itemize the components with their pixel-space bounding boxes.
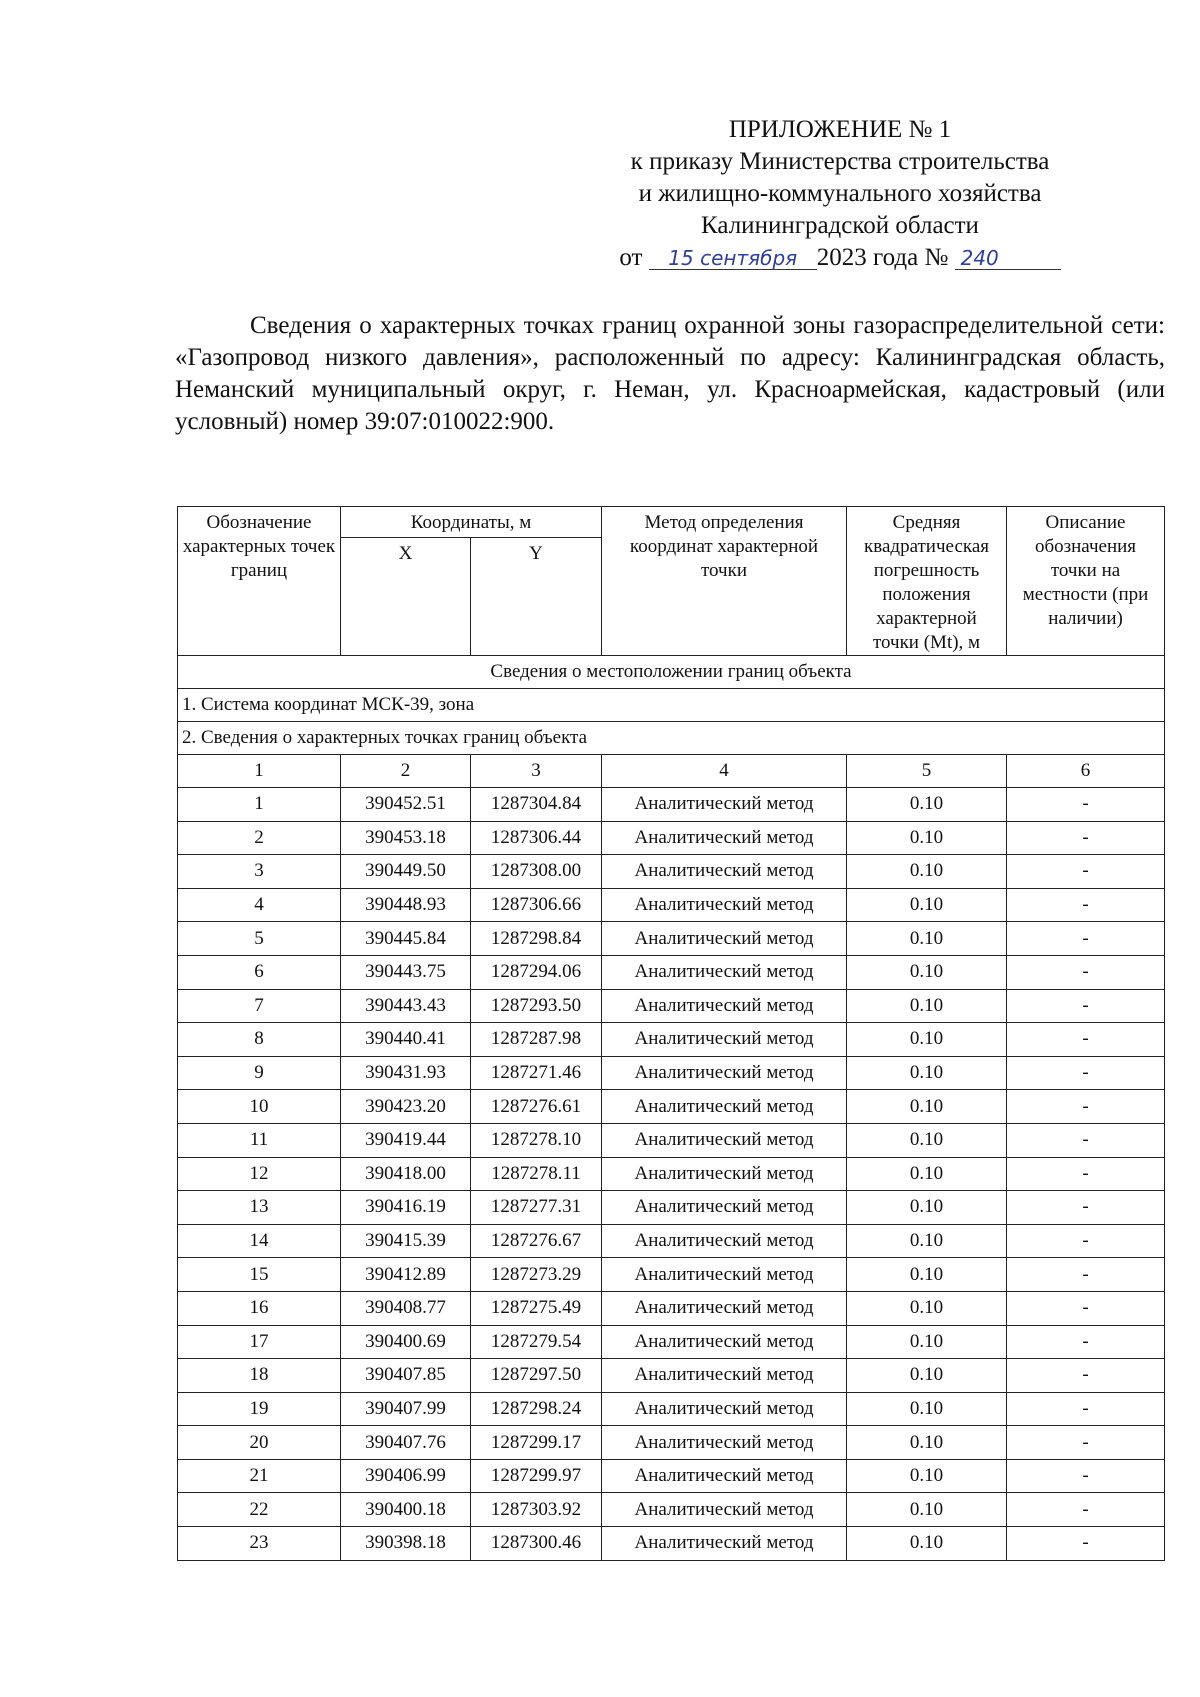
point-id-cell: 17 [178, 1325, 341, 1359]
description-cell: - [1007, 788, 1165, 822]
method-cell: Аналитический метод [602, 989, 847, 1023]
point-id-cell: 8 [178, 1023, 341, 1057]
method-cell: Аналитический метод [602, 1191, 847, 1225]
description-cell: - [1007, 1191, 1165, 1225]
x-coordinate-cell: 390440.41 [341, 1023, 471, 1057]
description-cell: - [1007, 1090, 1165, 1124]
description-cell: - [1007, 1459, 1165, 1493]
column-number: 2 [341, 755, 471, 788]
header-description: Описание обозначения точки на местности (при наличии) [1007, 507, 1165, 656]
method-cell: Аналитический метод [602, 1023, 847, 1057]
y-coordinate-cell: 1287304.84 [471, 788, 602, 822]
table-row [178, 1056, 1165, 1090]
x-coordinate-cell: 390423.20 [341, 1090, 471, 1124]
error-cell: 0.10 [847, 1459, 1007, 1493]
x-coordinate-cell: 390452.51 [341, 788, 471, 822]
method-cell: Аналитический метод [602, 1090, 847, 1124]
x-coordinate-cell: 390415.39 [341, 1224, 471, 1258]
y-coordinate-cell: 1287300.46 [471, 1527, 602, 1561]
table-row [178, 1224, 1165, 1258]
method-cell: Аналитический метод [602, 1157, 847, 1191]
x-coordinate-cell: 390419.44 [341, 1123, 471, 1157]
column-number: 1 [178, 755, 341, 788]
point-id-cell: 23 [178, 1527, 341, 1561]
x-coordinate-cell: 390400.69 [341, 1325, 471, 1359]
point-id-cell: 9 [178, 1056, 341, 1090]
method-cell: Аналитический метод [602, 955, 847, 989]
appendix-title: ПРИЛОЖЕНИЕ № 1 [728, 116, 952, 143]
table-row [178, 1191, 1165, 1225]
y-coordinate-cell: 1287298.24 [471, 1392, 602, 1426]
description-cell: - [1007, 922, 1165, 956]
table-row [178, 1527, 1165, 1561]
table-row [178, 922, 1165, 956]
coordinate-system-row: 1. Система координат МСК-39, зона [178, 689, 1165, 722]
document-header [570, 114, 1110, 274]
point-id-cell: 6 [178, 955, 341, 989]
point-id-cell: 13 [178, 1191, 341, 1225]
y-coordinate-cell: 1287294.06 [471, 955, 602, 989]
method-cell: Аналитический метод [602, 1291, 847, 1325]
description-cell: - [1007, 1493, 1165, 1527]
point-id-cell: 2 [178, 821, 341, 855]
boundary-points-table [177, 506, 1165, 1561]
error-cell: 0.10 [847, 855, 1007, 889]
error-cell: 0.10 [847, 1291, 1007, 1325]
points-rows [178, 788, 1165, 1561]
point-id-cell: 22 [178, 1493, 341, 1527]
description-cell: - [1007, 1291, 1165, 1325]
error-cell: 0.10 [847, 1359, 1007, 1393]
description-cell: - [1007, 1325, 1165, 1359]
x-coordinate-cell: 390406.99 [341, 1459, 471, 1493]
table-row [178, 1123, 1165, 1157]
table-row [178, 1359, 1165, 1393]
method-cell: Аналитический метод [602, 788, 847, 822]
error-cell: 0.10 [847, 955, 1007, 989]
table-row [178, 1023, 1165, 1057]
table-row [178, 1392, 1165, 1426]
date-prefix: от [619, 244, 643, 271]
table-row [178, 788, 1165, 822]
x-coordinate-cell: 390408.77 [341, 1291, 471, 1325]
x-coordinate-cell: 390416.19 [341, 1191, 471, 1225]
point-id-cell: 21 [178, 1459, 341, 1493]
description-cell: - [1007, 1258, 1165, 1292]
method-cell: Аналитический метод [602, 855, 847, 889]
y-coordinate-cell: 1287297.50 [471, 1359, 602, 1393]
description-cell: - [1007, 1056, 1165, 1090]
points-section-title: 2. Сведения о характерных точках границ объекта [178, 722, 1165, 755]
x-coordinate-cell: 390443.75 [341, 955, 471, 989]
point-id-cell: 4 [178, 888, 341, 922]
table-row [178, 888, 1165, 922]
header-x: X [341, 538, 471, 656]
error-cell: 0.10 [847, 1056, 1007, 1090]
description-cell: - [1007, 855, 1165, 889]
header-y: Y [471, 538, 602, 656]
point-id-cell: 12 [178, 1157, 341, 1191]
y-coordinate-cell: 1287278.10 [471, 1123, 602, 1157]
point-id-cell: 7 [178, 989, 341, 1023]
order-line-3: Калининградской области [701, 212, 979, 239]
x-coordinate-cell: 390443.43 [341, 989, 471, 1023]
intro-paragraph: Сведения о характерных точках границ охранной зоны газораспределительной сети: «Газопровод низкого давления», расположенный по адресу: Калининградская область, Неманский муниципальный округ, г. Неман, ул. Красноармейская, кадастровый (или условный) номер 39:07:010022:900. [175, 312, 1165, 435]
point-id-cell: 11 [178, 1123, 341, 1157]
description-cell: - [1007, 1123, 1165, 1157]
y-coordinate-cell: 1287276.67 [471, 1224, 602, 1258]
error-cell: 0.10 [847, 1191, 1007, 1225]
point-id-cell: 5 [178, 922, 341, 956]
x-coordinate-cell: 390412.89 [341, 1258, 471, 1292]
order-line-1: к приказу Министерства строительства [630, 148, 1050, 175]
method-cell: Аналитический метод [602, 1359, 847, 1393]
y-coordinate-cell: 1287299.17 [471, 1426, 602, 1460]
table-row [178, 1258, 1165, 1292]
header-designation: Обозначение характерных точек границ [178, 507, 341, 656]
column-number: 3 [471, 755, 602, 788]
method-cell: Аналитический метод [602, 1426, 847, 1460]
error-cell: 0.10 [847, 888, 1007, 922]
point-id-cell: 10 [178, 1090, 341, 1124]
y-coordinate-cell: 1287275.49 [471, 1291, 602, 1325]
x-coordinate-cell: 390445.84 [341, 922, 471, 956]
y-coordinate-cell: 1287299.97 [471, 1459, 602, 1493]
x-coordinate-cell: 390449.50 [341, 855, 471, 889]
y-coordinate-cell: 1287306.66 [471, 888, 602, 922]
y-coordinate-cell: 1287298.84 [471, 922, 602, 956]
y-coordinate-cell: 1287308.00 [471, 855, 602, 889]
y-coordinate-cell: 1287293.50 [471, 989, 602, 1023]
description-cell: - [1007, 821, 1165, 855]
point-id-cell: 18 [178, 1359, 341, 1393]
point-id-cell: 16 [178, 1291, 341, 1325]
method-cell: Аналитический метод [602, 1224, 847, 1258]
y-coordinate-cell: 1287273.29 [471, 1258, 602, 1292]
description-cell: - [1007, 1359, 1165, 1393]
table-row [178, 1291, 1165, 1325]
column-number: 6 [1007, 755, 1165, 788]
method-cell: Аналитический метод [602, 1258, 847, 1292]
error-cell: 0.10 [847, 922, 1007, 956]
point-id-cell: 1 [178, 788, 341, 822]
error-cell: 0.10 [847, 1493, 1007, 1527]
point-id-cell: 19 [178, 1392, 341, 1426]
x-coordinate-cell: 390407.85 [341, 1359, 471, 1393]
y-coordinate-cell: 1287279.54 [471, 1325, 602, 1359]
header-error: Средняя квадратическая погрешность положения характерной точки (Mt), м [847, 507, 1007, 656]
description-cell: - [1007, 1392, 1165, 1426]
x-coordinate-cell: 390407.76 [341, 1426, 471, 1460]
x-coordinate-cell: 390431.93 [341, 1056, 471, 1090]
description-cell: - [1007, 1023, 1165, 1057]
description-cell: - [1007, 1426, 1165, 1460]
date-suffix: 2023 года № [816, 244, 949, 271]
table-caption: Сведения о местоположении границ объекта [178, 656, 1165, 689]
method-cell: Аналитический метод [602, 1325, 847, 1359]
y-coordinate-cell: 1287278.11 [471, 1157, 602, 1191]
header-method: Метод определения координат характерной точки [602, 507, 847, 656]
y-coordinate-cell: 1287271.46 [471, 1056, 602, 1090]
description-cell: - [1007, 888, 1165, 922]
table-row [178, 989, 1165, 1023]
method-cell: Аналитический метод [602, 1056, 847, 1090]
error-cell: 0.10 [847, 1325, 1007, 1359]
y-coordinate-cell: 1287276.61 [471, 1090, 602, 1124]
point-id-cell: 3 [178, 855, 341, 889]
x-coordinate-cell: 390398.18 [341, 1527, 471, 1561]
point-id-cell: 15 [178, 1258, 341, 1292]
y-coordinate-cell: 1287277.31 [471, 1191, 602, 1225]
error-cell: 0.10 [847, 788, 1007, 822]
x-coordinate-cell: 390418.00 [341, 1157, 471, 1191]
method-cell: Аналитический метод [602, 1527, 847, 1561]
order-date-line [570, 242, 1110, 274]
error-cell: 0.10 [847, 1090, 1007, 1124]
table-row [178, 1493, 1165, 1527]
header-coordinates: Координаты, м [341, 507, 602, 538]
error-cell: 0.10 [847, 1258, 1007, 1292]
point-id-cell: 20 [178, 1426, 341, 1460]
table-row [178, 1325, 1165, 1359]
error-cell: 0.10 [847, 989, 1007, 1023]
table-row [178, 955, 1165, 989]
description-cell: - [1007, 1224, 1165, 1258]
table-row [178, 1426, 1165, 1460]
method-cell: Аналитический метод [602, 1123, 847, 1157]
method-cell: Аналитический метод [602, 1493, 847, 1527]
method-cell: Аналитический метод [602, 1459, 847, 1493]
table-row [178, 1090, 1165, 1124]
error-cell: 0.10 [847, 1157, 1007, 1191]
column-numbers-row [178, 755, 1165, 788]
column-number: 4 [602, 755, 847, 788]
description-cell: - [1007, 955, 1165, 989]
x-coordinate-cell: 390407.99 [341, 1392, 471, 1426]
point-id-cell: 14 [178, 1224, 341, 1258]
y-coordinate-cell: 1287287.98 [471, 1023, 602, 1057]
method-cell: Аналитический метод [602, 1392, 847, 1426]
method-cell: Аналитический метод [602, 922, 847, 956]
error-cell: 0.10 [847, 1426, 1007, 1460]
description-cell: - [1007, 1527, 1165, 1561]
error-cell: 0.10 [847, 1023, 1007, 1057]
handwritten-number: 240 [955, 247, 1061, 270]
x-coordinate-cell: 390448.93 [341, 888, 471, 922]
error-cell: 0.10 [847, 1392, 1007, 1426]
handwritten-date: 15 сентября [649, 247, 817, 270]
error-cell: 0.10 [847, 821, 1007, 855]
table-row [178, 1157, 1165, 1191]
table-row [178, 821, 1165, 855]
column-number: 5 [847, 755, 1007, 788]
y-coordinate-cell: 1287306.44 [471, 821, 602, 855]
method-cell: Аналитический метод [602, 821, 847, 855]
error-cell: 0.10 [847, 1123, 1007, 1157]
x-coordinate-cell: 390453.18 [341, 821, 471, 855]
description-cell: - [1007, 1157, 1165, 1191]
error-cell: 0.10 [847, 1527, 1007, 1561]
y-coordinate-cell: 1287303.92 [471, 1493, 602, 1527]
table-row [178, 855, 1165, 889]
description-cell: - [1007, 989, 1165, 1023]
table-row [178, 1459, 1165, 1493]
method-cell: Аналитический метод [602, 888, 847, 922]
error-cell: 0.10 [847, 1224, 1007, 1258]
order-line-2: и жилищно-коммунального хозяйства [638, 180, 1042, 207]
x-coordinate-cell: 390400.18 [341, 1493, 471, 1527]
